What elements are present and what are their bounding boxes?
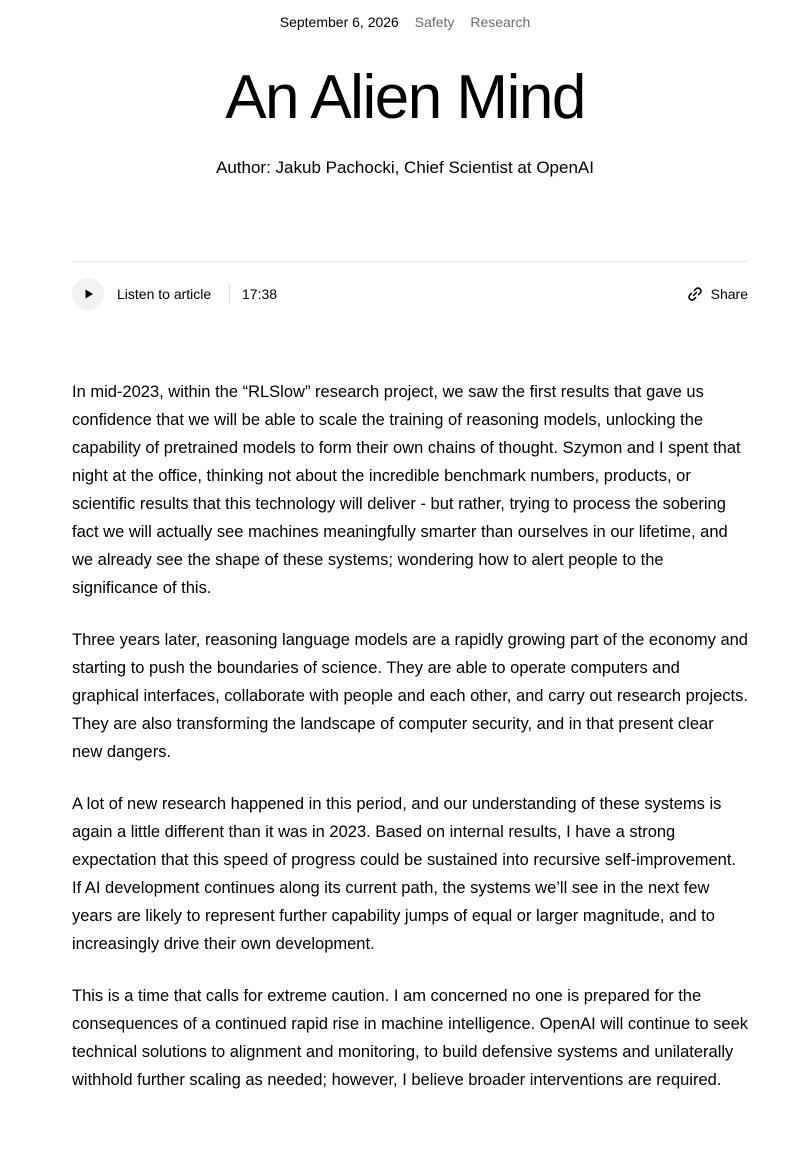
article-meta [0, 13, 810, 31]
tag-safety[interactable]: Safety [414, 14, 455, 30]
article-author: Author: Jakub Pachocki, Chief Scientist at OpenAI [216, 158, 594, 177]
listen-to-article-label[interactable]: Listen to article [117, 286, 212, 302]
audio-player [72, 278, 748, 310]
header-divider [72, 261, 748, 262]
tag-research[interactable]: Research [470, 14, 531, 30]
article-paragraph: A lot of new research happened in this period, and our understanding of these systems is again a little different than it was in 2023. Based on internal results, I have a strong expectation that this speed of progress could be sustained into recursive self-improvement. If AI development continues along its current path, the systems we’ll see in the next few years are likely to represent further capability jumps of equal or larger magnitude, and to increasingly drive their own development. [72, 795, 737, 953]
audio-divider [229, 284, 230, 304]
article-title: An Alien Mind [225, 63, 585, 132]
play-button[interactable] [72, 278, 104, 310]
share-button[interactable] [687, 285, 748, 303]
play-icon [84, 289, 94, 299]
article-body [72, 378, 748, 1118]
link-icon [687, 286, 703, 302]
article-paragraph: Three years later, reasoning language models are a rapidly growing part of the economy and starting to push the boundaries of science. They are able to operate computers and graphical interfaces, collaborate with people and each other, and carry out research projects. They are also transforming the landscape of computer security, and in that present clear new dangers. [72, 631, 748, 761]
publish-date: September 6, 2026 [279, 14, 399, 30]
article-paragraph: This is a time that calls for extreme caution. I am concerned no one is prepared for the consequences of a continued rapid rise in machine intelligence. OpenAI will continue to seek technical solutions to alignment and monitoring, to build defensive systems and unilaterally withhold further scaling as needed; however, I believe broader interventions are required. [72, 987, 748, 1089]
share-label: Share [710, 286, 748, 302]
article-paragraph: In mid-2023, within the “RLSlow” research project, we saw the first results that gave us confidence that we will be able to scale the training of reasoning models, unlocking the capability of pretrained models to form their own chains of thought. Szymon and I spent that night at the office, thinking not about the incredible benchmark numbers, products, or scientific results that this technology will deliver - but rather, trying to process the sobering fact we will actually see machines meaningfully smarter than ourselves in our lifetime, and we already see the shape of these systems; wondering how to alert people to the significance of this. [72, 383, 741, 597]
audio-duration: 17:38 [242, 286, 278, 302]
